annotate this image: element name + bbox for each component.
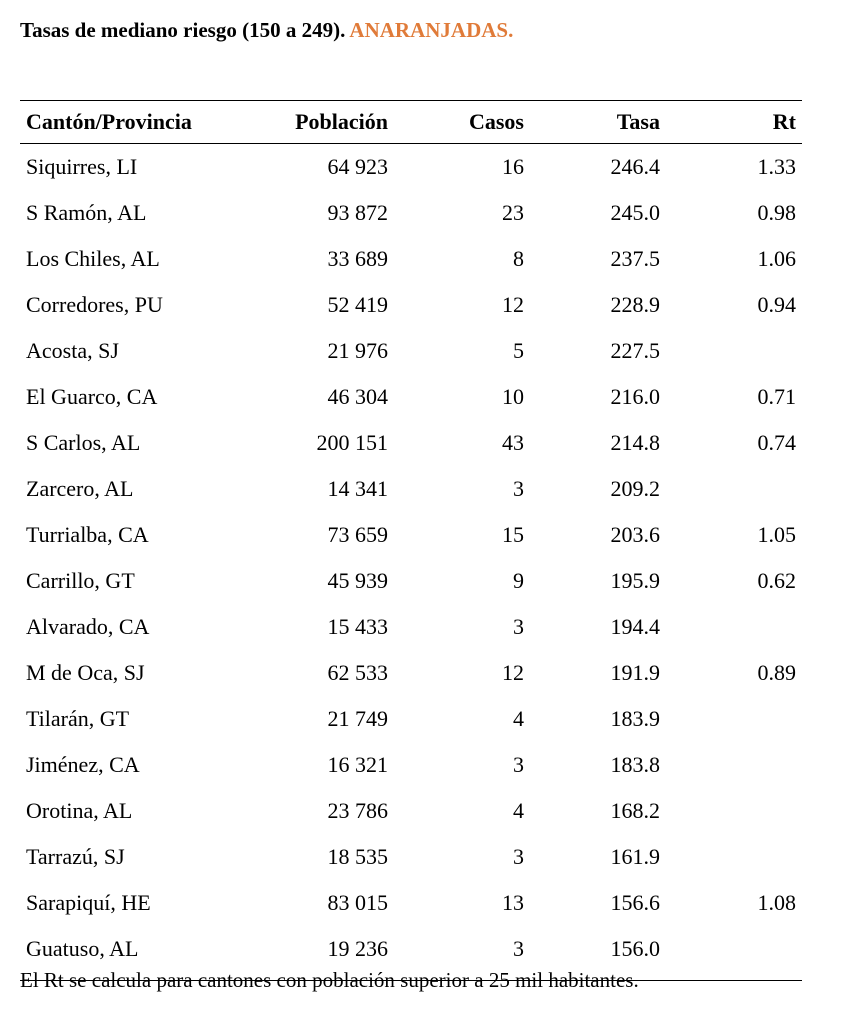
cell-canton: Alvarado, CA [26,614,150,639]
cell-poblacion: 83 015 [327,890,388,915]
cell-casos: 3 [513,476,524,501]
cell-tasa: 209.2 [610,476,660,501]
title-main: Tasas de mediano riesgo (150 a 249). [20,18,350,42]
cell-canton: Acosta, SJ [26,338,119,363]
header-poblacion: Población [295,109,388,134]
cell-tasa: 216.0 [610,384,660,409]
cell-rt: 1.33 [757,154,796,179]
cell-casos: 16 [502,154,524,179]
cell-poblacion: 62 533 [327,660,388,685]
cell-rt [20,788,796,834]
table-row [20,420,802,466]
cell-tasa: 246.4 [610,154,660,179]
cell-casos: 23 [502,200,524,225]
table-body [20,144,802,980]
table-row [20,926,802,972]
cell-casos: 3 [513,844,524,869]
cell-tasa: 227.5 [610,338,660,363]
cell-canton: Corredores, PU [26,292,163,317]
header-casos: Casos [468,109,524,134]
cell-canton: Sarapiquí, HE [26,890,151,915]
cell-poblacion: 93 872 [327,200,388,225]
cell-poblacion: 200 151 [316,430,388,455]
cell-rt: 0.94 [757,292,796,317]
cell-casos: 4 [513,798,524,823]
cell-canton: Carrillo, GT [26,568,135,593]
cell-rt [20,328,796,374]
table-row [20,144,802,190]
cell-casos: 10 [502,384,524,409]
cell-rt [20,834,796,880]
cell-poblacion: 18 535 [327,844,388,869]
cell-tasa: 156.0 [610,936,660,961]
title-accent: ANARANJADAS. [349,18,514,42]
cell-casos: 15 [502,522,524,547]
cell-rt: 0.62 [757,568,796,593]
table-header [20,101,802,144]
cell-poblacion: 52 419 [327,292,388,317]
table-row [20,282,802,328]
cell-tasa: 191.9 [610,660,660,685]
cell-tasa: 237.5 [610,246,660,271]
cell-tasa: 161.9 [610,844,660,869]
cell-casos: 5 [513,338,524,363]
cell-tasa: 168.2 [610,798,660,823]
table-row [20,880,802,926]
cell-casos: 4 [513,706,524,731]
table-row [20,466,802,512]
cell-rt: 1.06 [757,246,796,271]
cell-poblacion: 21 749 [327,706,388,731]
cell-casos: 3 [513,614,524,639]
cell-canton: Zarcero, AL [26,476,134,501]
cell-poblacion: 15 433 [327,614,388,639]
cell-poblacion: 33 689 [327,246,388,271]
table-row [20,650,802,696]
cell-rt: 0.98 [757,200,796,225]
table-row [20,788,802,834]
cell-casos: 9 [513,568,524,593]
cell-rt: 0.71 [757,384,796,409]
cell-tasa: 183.9 [610,706,660,731]
cell-tasa: 195.9 [610,568,660,593]
cell-tasa: 156.6 [610,890,660,915]
header-tasa: Tasa [616,109,660,134]
cell-tasa: 245.0 [610,200,660,225]
cell-casos: 43 [502,430,524,455]
cell-poblacion: 21 976 [327,338,388,363]
cell-canton: Tarrazú, SJ [26,844,125,869]
cell-canton: S Ramón, AL [26,200,147,225]
cell-rt: 1.05 [757,522,796,547]
cell-canton: Los Chiles, AL [26,246,160,271]
cell-rt: 0.89 [757,660,796,685]
page-title [20,18,513,43]
cell-casos: 13 [502,890,524,915]
table-row [20,328,802,374]
cell-rt [20,604,796,650]
cell-tasa: 228.9 [610,292,660,317]
cell-rt [20,742,796,788]
header-canton: Cantón/Provincia [26,109,192,134]
cell-casos: 12 [502,292,524,317]
cell-canton: Turrialba, CA [26,522,149,547]
cell-poblacion: 19 236 [327,936,388,961]
cell-rt [20,466,796,512]
cell-rt [20,926,796,972]
table-row [20,834,802,880]
cell-casos: 12 [502,660,524,685]
footnote: El Rt se calcula para cantones con población superior a 25 mil habitantes. [20,968,639,992]
cell-poblacion: 64 923 [327,154,388,179]
cell-canton: Siquirres, LI [26,154,138,179]
cell-poblacion: 73 659 [327,522,388,547]
cell-casos: 8 [513,246,524,271]
table-row [20,742,802,788]
header-rt: Rt [772,109,796,134]
cell-poblacion: 23 786 [327,798,388,823]
table-row [20,696,802,742]
cell-canton: M de Oca, SJ [26,660,145,685]
cell-tasa: 203.6 [610,522,660,547]
cell-canton: Jiménez, CA [26,752,140,777]
cell-tasa: 214.8 [610,430,660,455]
cell-canton: Orotina, AL [26,798,133,823]
cell-tasa: 183.8 [610,752,660,777]
cell-canton: Tilarán, GT [26,706,130,731]
cell-casos: 3 [513,752,524,777]
cell-canton: El Guarco, CA [26,384,158,409]
cell-canton: S Carlos, AL [26,430,141,455]
table-row [20,604,802,650]
cell-poblacion: 45 939 [327,568,388,593]
cell-poblacion: 46 304 [327,384,388,409]
cell-rt: 0.74 [757,430,796,455]
table-row [20,374,802,420]
risk-table [20,100,802,981]
cell-rt [20,696,796,742]
table-row [20,190,802,236]
cell-rt: 1.08 [757,890,796,915]
cell-poblacion: 14 341 [327,476,388,501]
table-row [20,558,802,604]
cell-poblacion: 16 321 [327,752,388,777]
table-row [20,512,802,558]
table-row [20,236,802,282]
cell-tasa: 194.4 [610,614,660,639]
cell-casos: 3 [513,936,524,961]
cell-canton: Guatuso, AL [26,936,139,961]
